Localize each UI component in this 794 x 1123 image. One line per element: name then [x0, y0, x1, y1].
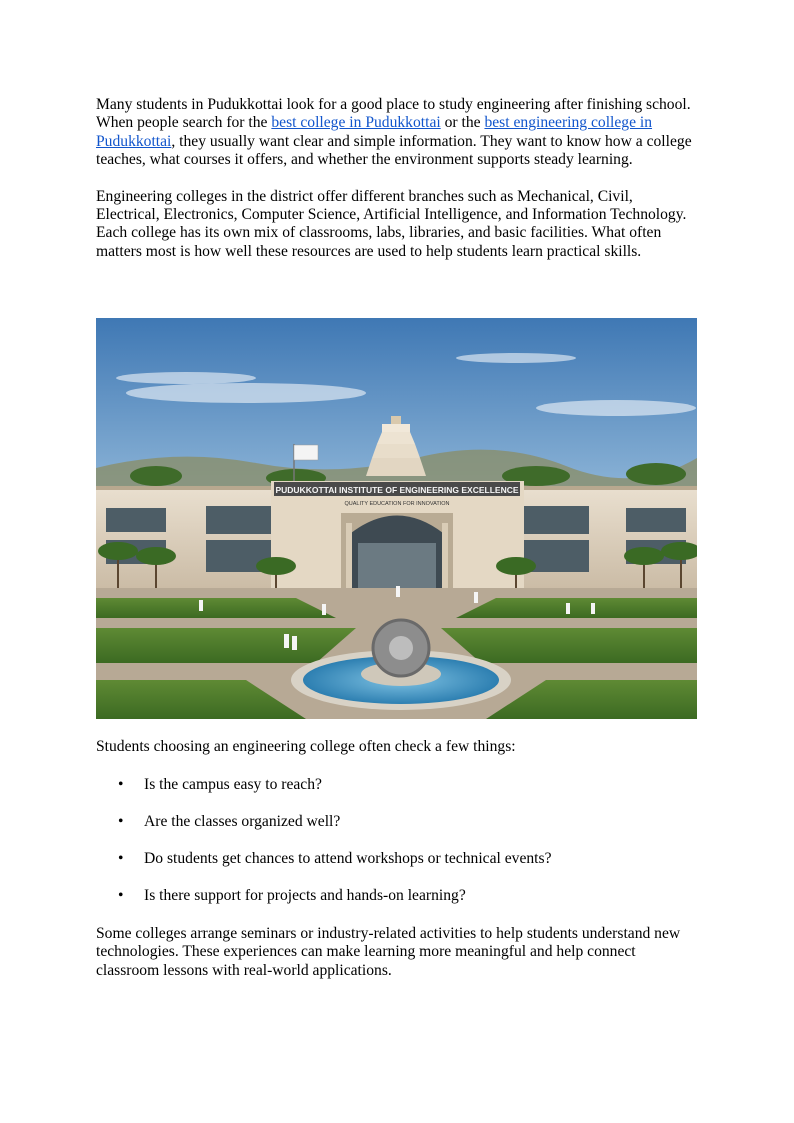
link-best-college[interactable]: best college in Pudukkottai: [271, 114, 441, 132]
list-item: • Are the classes organized well?: [118, 813, 341, 830]
list-item: • Is the campus easy to reach?: [118, 776, 322, 793]
list-item: • Do students get chances to attend workshops or technical events?: [118, 850, 552, 867]
paragraph-closing: Some colleges arrange seminars or industry-related activities to help students understand new technologies. These experiences can make learning more meaningful and help connect classroom lessons with real-world applications.: [96, 925, 681, 979]
paragraph-branches: Engineering colleges in the district offer different branches such as Mechanical, Civil, Electrical, Electronics, Computer Science, Artificial Intelligence, and Information Technology. Each college has its own mix of classrooms, labs, libraries, and basic facilities. What often matters most is how well these resources are used to help students learn practical skills.: [96, 187, 687, 260]
bullet-icon: •: [118, 887, 124, 904]
bullet-icon: •: [118, 776, 124, 793]
document-body: [96, 96, 700, 261]
checklist-intro: Students choosing an engineering college often check a few things:: [96, 738, 516, 755]
bullet-icon: •: [118, 850, 124, 867]
sign-subtitle: QUALITY EDUCATION FOR INNOVATION: [344, 501, 450, 507]
list-item: • Is there support for projects and hands-on learning?: [118, 887, 466, 904]
checklist: [96, 776, 552, 924]
bullet-icon: •: [118, 813, 124, 830]
link-best-engineering-college[interactable]: best engineering college in Pudukkottai: [96, 114, 653, 150]
paragraph-intro: Many students in Pudukkottai look for a good place to study engineering after finishing school. When people search for the best college in Pudukkottai or the best engineering college in Pudukkottai, they usually want clear and simple information. They want to know how a college teaches, what courses it offers, and whether the environment supports steady learning.: [96, 96, 692, 169]
campus-photo: [96, 318, 697, 719]
sign-title: PUDUKKOTTAI INSTITUTE OF ENGINEERING EXCELLENCE: [275, 485, 519, 495]
